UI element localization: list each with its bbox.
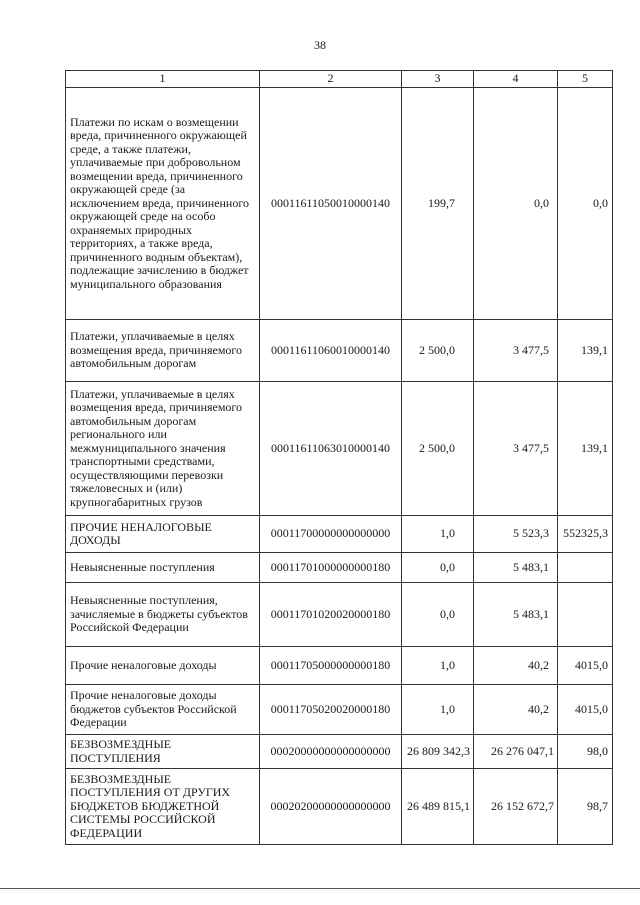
row-plan: 1,0 [402,685,474,735]
row-code: 00011705000000000180 [260,647,402,685]
table-header-row [66,71,613,88]
row-actual: 40,2 [474,647,558,685]
row-percent: 4015,0 [558,685,613,735]
table-row [66,553,613,583]
row-name: Невыясненные поступления, зачисляемые в бюджеты субъектов Российской Федерации [66,583,260,647]
column-header: 2 [260,71,402,88]
row-plan: 0,0 [402,553,474,583]
row-plan: 2 500,0 [402,382,474,516]
row-percent: 139,1 [558,320,613,382]
column-header: 3 [402,71,474,88]
page-bottom-rule [0,888,640,889]
revenue-table [65,70,613,845]
row-percent: 4015,0 [558,647,613,685]
row-percent [558,553,613,583]
column-header: 5 [558,71,613,88]
row-name: Платежи по искам о возмещении вреда, причиненного окружающей среде, а также платежи, уплачиваемые при добровольном возмещении вреда, причиненного окружающей среде (за исключением вреда, причиненного окружающей среде на особо охраняемых природных территориях, а также вреда, причиненного водным объектам), подлежащие зачислению в бюджет муниципального образования [66,88,260,320]
row-actual: 5 483,1 [474,583,558,647]
row-name: Платежи, уплачиваемые в целях возмещения вреда, причиняемого автомобильным дорогам регионального или межмуниципального значения транспортными средствами, осуществляющими перевозки тяжеловесных и (или) крупногабаритных грузов [66,382,260,516]
row-plan: 26 809 342,3 [402,735,474,769]
row-actual: 5 483,1 [474,553,558,583]
table-row [66,735,613,769]
row-plan: 26 489 815,1 [402,769,474,845]
row-name: Платежи, уплачиваемые в целях возмещения вреда, причиняемого автомобильным дорогам [66,320,260,382]
row-name: Прочие неналоговые доходы [66,647,260,685]
row-code: 00011611063010000140 [260,382,402,516]
row-percent [558,583,613,647]
row-actual: 3 477,5 [474,382,558,516]
table-row [66,516,613,553]
row-name: ПРОЧИЕ НЕНАЛОГОВЫЕ ДОХОДЫ [66,516,260,553]
row-percent: 98,0 [558,735,613,769]
row-plan: 0,0 [402,583,474,647]
row-code: 00011611060010000140 [260,320,402,382]
row-code: 00011705020020000180 [260,685,402,735]
row-actual: 40,2 [474,685,558,735]
row-code: 00020000000000000000 [260,735,402,769]
row-plan: 1,0 [402,516,474,553]
table-row [66,647,613,685]
table-row [66,769,613,845]
column-header: 4 [474,71,558,88]
row-actual: 5 523,3 [474,516,558,553]
row-name: Прочие неналоговые доходы бюджетов субъектов Российской Федерации [66,685,260,735]
row-code: 00011701020020000180 [260,583,402,647]
row-actual: 26 276 047,1 [474,735,558,769]
column-header: 1 [66,71,260,88]
row-code: 00011701000000000180 [260,553,402,583]
page-number: 38 [314,38,326,52]
table-row [66,583,613,647]
row-actual: 0,0 [474,88,558,320]
row-percent: 552325,3 [558,516,613,553]
table-row [66,320,613,382]
row-actual: 3 477,5 [474,320,558,382]
table-row [66,382,613,516]
table-row [66,685,613,735]
row-code: 00011700000000000000 [260,516,402,553]
row-name: Невыясненные поступления [66,553,260,583]
row-plan: 2 500,0 [402,320,474,382]
row-plan: 1,0 [402,647,474,685]
row-name: БЕЗВОЗМЕЗДНЫЕ ПОСТУПЛЕНИЯ ОТ ДРУГИХ БЮДЖЕТОВ БЮДЖЕТНОЙ СИСТЕМЫ РОССИЙСКОЙ ФЕДЕРАЦИИ [66,769,260,845]
row-code: 00011611050010000140 [260,88,402,320]
row-name: БЕЗВОЗМЕЗДНЫЕ ПОСТУПЛЕНИЯ [66,735,260,769]
row-actual: 26 152 672,7 [474,769,558,845]
row-percent: 0,0 [558,88,613,320]
row-plan: 199,7 [402,88,474,320]
row-code: 00020200000000000000 [260,769,402,845]
row-percent: 98,7 [558,769,613,845]
table-row [66,88,613,320]
row-percent: 139,1 [558,382,613,516]
